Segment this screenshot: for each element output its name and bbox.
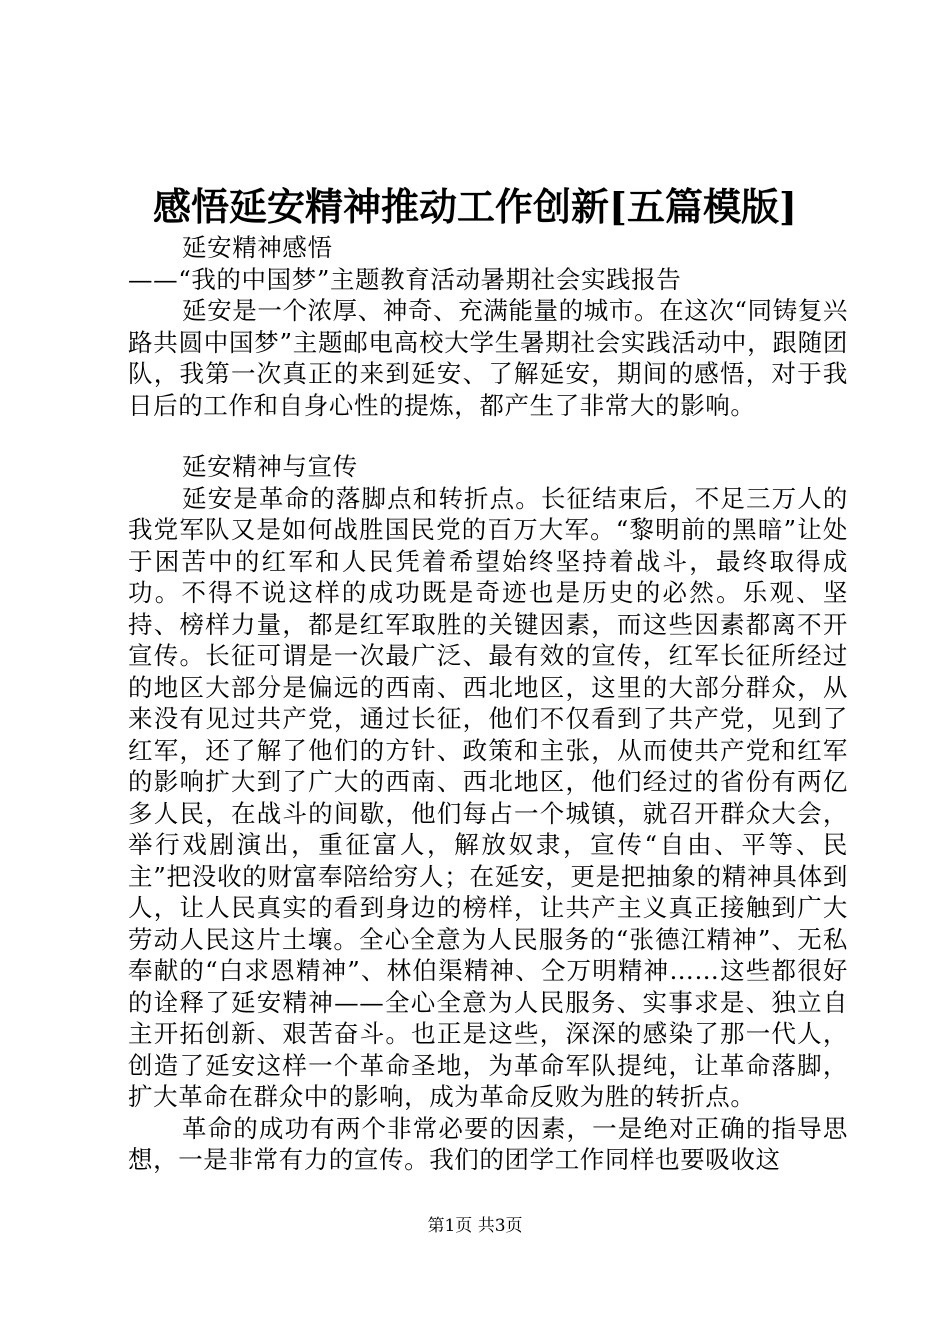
intro-paragraph: 延安是一个浓厚、神奇、充满能量的城市。在这次“同铸复兴路共圆中国梦”主题邮电高校大学生暑期社会实践活动中，跟随团队，我第一次真正的来到延安、了解延安，期间的感悟，对于我日后的工作和自身心性的提炼，都产生了非常大的影响。 xyxy=(128,296,849,420)
paragraph-2: 革命的成功有两个非常必要的因素，一是绝对正确的指导思想，一是非常有力的宣传。我们的团学工作同样也要吸收这 xyxy=(128,1113,848,1174)
document-title: 感悟延安精神推动工作创新[五篇模版] xyxy=(153,184,797,229)
document-body-section xyxy=(128,451,848,1176)
section-heading: 延安精神与宣传 xyxy=(182,452,358,481)
subtitle: 延安精神感悟 xyxy=(182,233,333,262)
page-number: 第1页 共3页 xyxy=(427,1216,523,1236)
document-body xyxy=(128,232,848,421)
paragraph-1: 延安是革命的落脚点和转折点。长征结束后，不足三万人的我党军队又是如何战胜国民党的百万大军。“黎明前的黑暗”让处于困苦中的红军和人民凭着希望始终坚持着战斗，最终取得成功。不得不说这样的成功既是奇迹也是历史的必然。乐观、坚持、榜样力量，都是红军取胜的关键因素，而这些因素都离不开宣传。长征可谓是一次最广泛、最有效的宣传，红军长征所经过的地区大部分是偏远的西南、西北地区，这里的大部分群众，从来没有见过共产党，通过长征，他们不仅看到了共产党，见到了红军，还了解了他们的方针、政策和主张，从而使共产党和红军的影响扩大到了广大的西南、西北地区，他们经过的省份有两亿多人民，在战斗的间歇，他们每占一个城镇，就召开群众大会，举行戏剧演出，重征富人，解放奴隶，宣传“自由、平等、民主”把没收的财富奉陪给穷人；在延安，更是把抽象的精神具体到人，让人民真实的看到身边的榜样，让共产主义真正接触到广大劳动人民这片土壤。全心全意为人民服务的“张德江精神”、无私奉献的“白求恩精神”、林伯渠精神、仝万明精神……这些都很好的诠释了延安精神——全心全意为人民服务、实事求是、独立自主开拓创新、艰苦奋斗。也正是这些，深深的感染了那一代人，创造了延安这样一个革命圣地，为革命军队提纯，让革命落脚，扩大革命在群众中的影响，成为革命反败为胜的转折点。 xyxy=(128,483,848,1111)
subheading: ——“我的中国梦”主题教育活动暑期社会实践报告 xyxy=(128,264,682,294)
